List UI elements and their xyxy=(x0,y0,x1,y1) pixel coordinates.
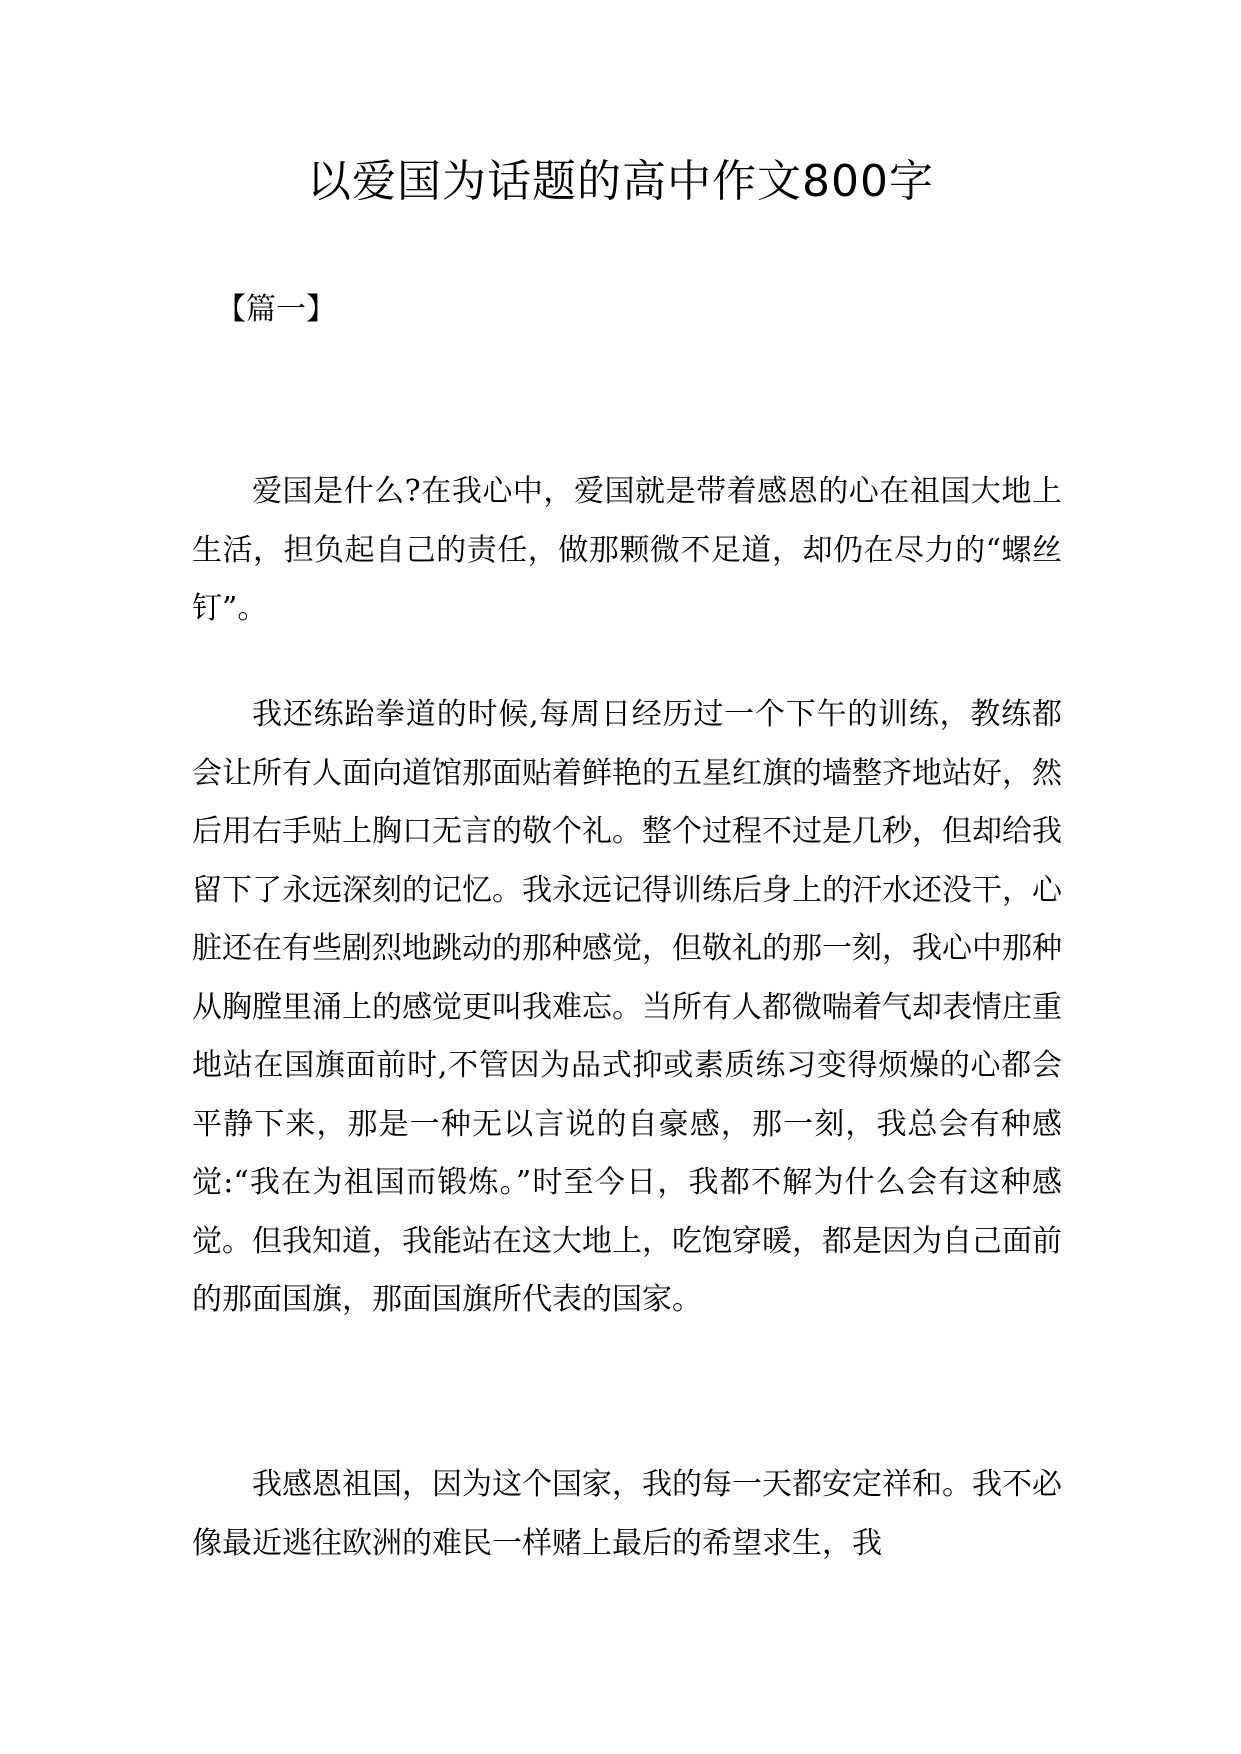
paragraph-1: 爱国是什么?在我心中，爱国就是带着感恩的心在祖国大地上生活，担负起自己的责任，做那颗微不足道，却仍在尽力的“螺丝钉”。 xyxy=(192,474,1062,626)
paragraph-3: 我感恩祖国，因为这个国家，我的每一天都安定祥和。我不必像最近逃往欧洲的难民一样赌上最后的希望求生，我 xyxy=(192,1467,1062,1561)
section-label: 【篇一】 xyxy=(216,292,336,327)
paragraph-2: 我还练跆拳道的时候,每周日经历过一个下午的训练，教练都会让所有人面向道馆那面贴着鲜艳的五星红旗的墙整齐地站好，然后用右手贴上胸口无言的敬个礼。整个过程不过是几秒，但却给我留下了永远深刻的记忆。我永远记得训练后身上的汗水还没干，心脏还在有些剧烈地跳动的那种感觉，但敬礼的那一刻，我心中那种从胸膛里涌上的感觉更叫我难忘。当所有人都微喘着气却表情庄重地站在国旗面前时,不管因为品式抑或素质练习变得烦燥的心都会平静下来，那是一种无以言说的自豪感，那一刻，我总会有种感觉:“我在为祖国而锻炼。”时至今日，我都不解为什么会有这种感觉。但我知道，我能站在这大地上，吃饱穿暖，都是因为自己面前的那面国旗，那面国旗所代表的国家。 xyxy=(192,697,1062,1317)
document-title: 以爱国为话题的高中作文800字 xyxy=(307,156,934,207)
